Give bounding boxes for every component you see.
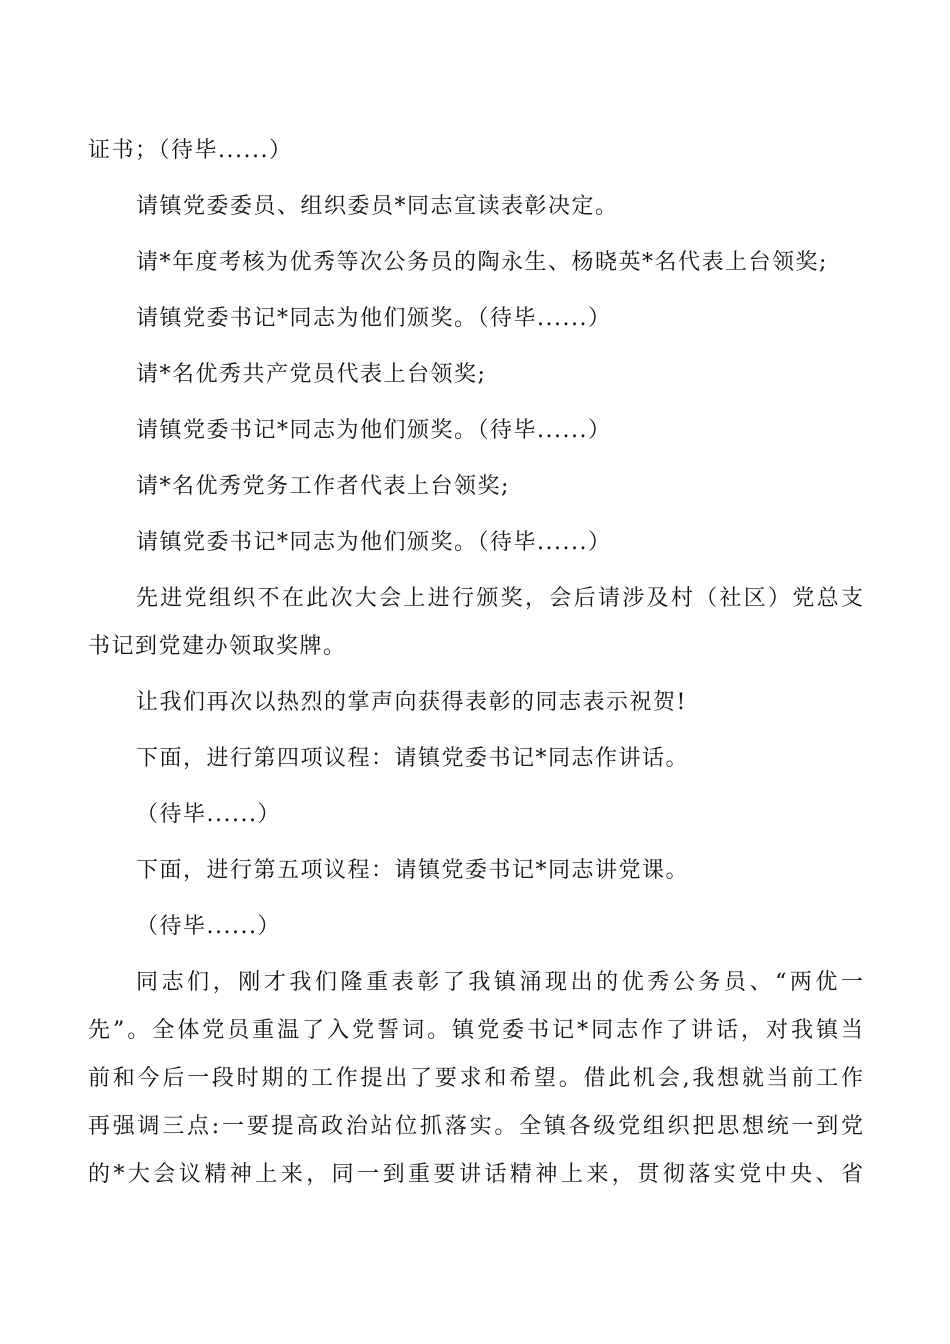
text-line-4: 请镇党委书记*同志为他们颁奖。（待毕......） (136, 306, 612, 331)
text-line-19: 再强调三点:一要提高政治站位抓落实。全镇各级党组织把思想统一到党 (88, 1114, 863, 1139)
text-line-11: 让我们再次以热烈的掌声向获得表彰的同志表示祝贺! (136, 690, 687, 715)
text-line-6: 请镇党委书记*同志为他们颁奖。（待毕......） (136, 418, 612, 443)
text-line-20: 的*大会议精神上来，同一到重要讲话精神上来，贯彻落实党中央、省 (88, 1162, 863, 1187)
text-line-13: （待毕......） (136, 802, 281, 827)
text-line-16: 同志们，刚才我们隆重表彰了我镇涌现出的优秀公务员、“两优一 (136, 970, 863, 995)
text-line-18: 前和今后一段时期的工作提出了要求和希望。借此机会,我想就当前工作 (88, 1066, 863, 1091)
text-line-8: 请镇党委书记*同志为他们颁奖。（待毕......） (136, 530, 612, 555)
text-line-5: 请*名优秀共产党员代表上台领奖; (136, 362, 487, 387)
text-line-3: 请*年度考核为优秀等次公务员的陶永生、杨晓英*名代表上台领奖; (136, 250, 828, 275)
text-line-12: 下面，进行第四项议程：请镇党委书记*同志作讲话。 (136, 746, 690, 771)
text-line-9: 先进党组织不在此次大会上进行颁奖，会后请涉及村（社区）党总支 (136, 586, 863, 611)
text-line-2: 请镇党委委员、组织委员*同志宣读表彰决定。 (136, 194, 619, 219)
text-line-15: （待毕......） (136, 914, 281, 939)
text-line-7: 请*名优秀党务工作者代表上台领奖; (136, 474, 510, 499)
text-line-1: 证书；（待毕......） (88, 138, 293, 163)
text-line-10: 书记到党建办领取奖牌。 (88, 634, 347, 659)
text-line-14: 下面，进行第五项议程：请镇党委书记*同志讲党课。 (136, 858, 690, 883)
text-line-17: 先”。全体党员重温了入党誓词。镇党委书记*同志作了讲话，对我镇当 (88, 1018, 863, 1043)
